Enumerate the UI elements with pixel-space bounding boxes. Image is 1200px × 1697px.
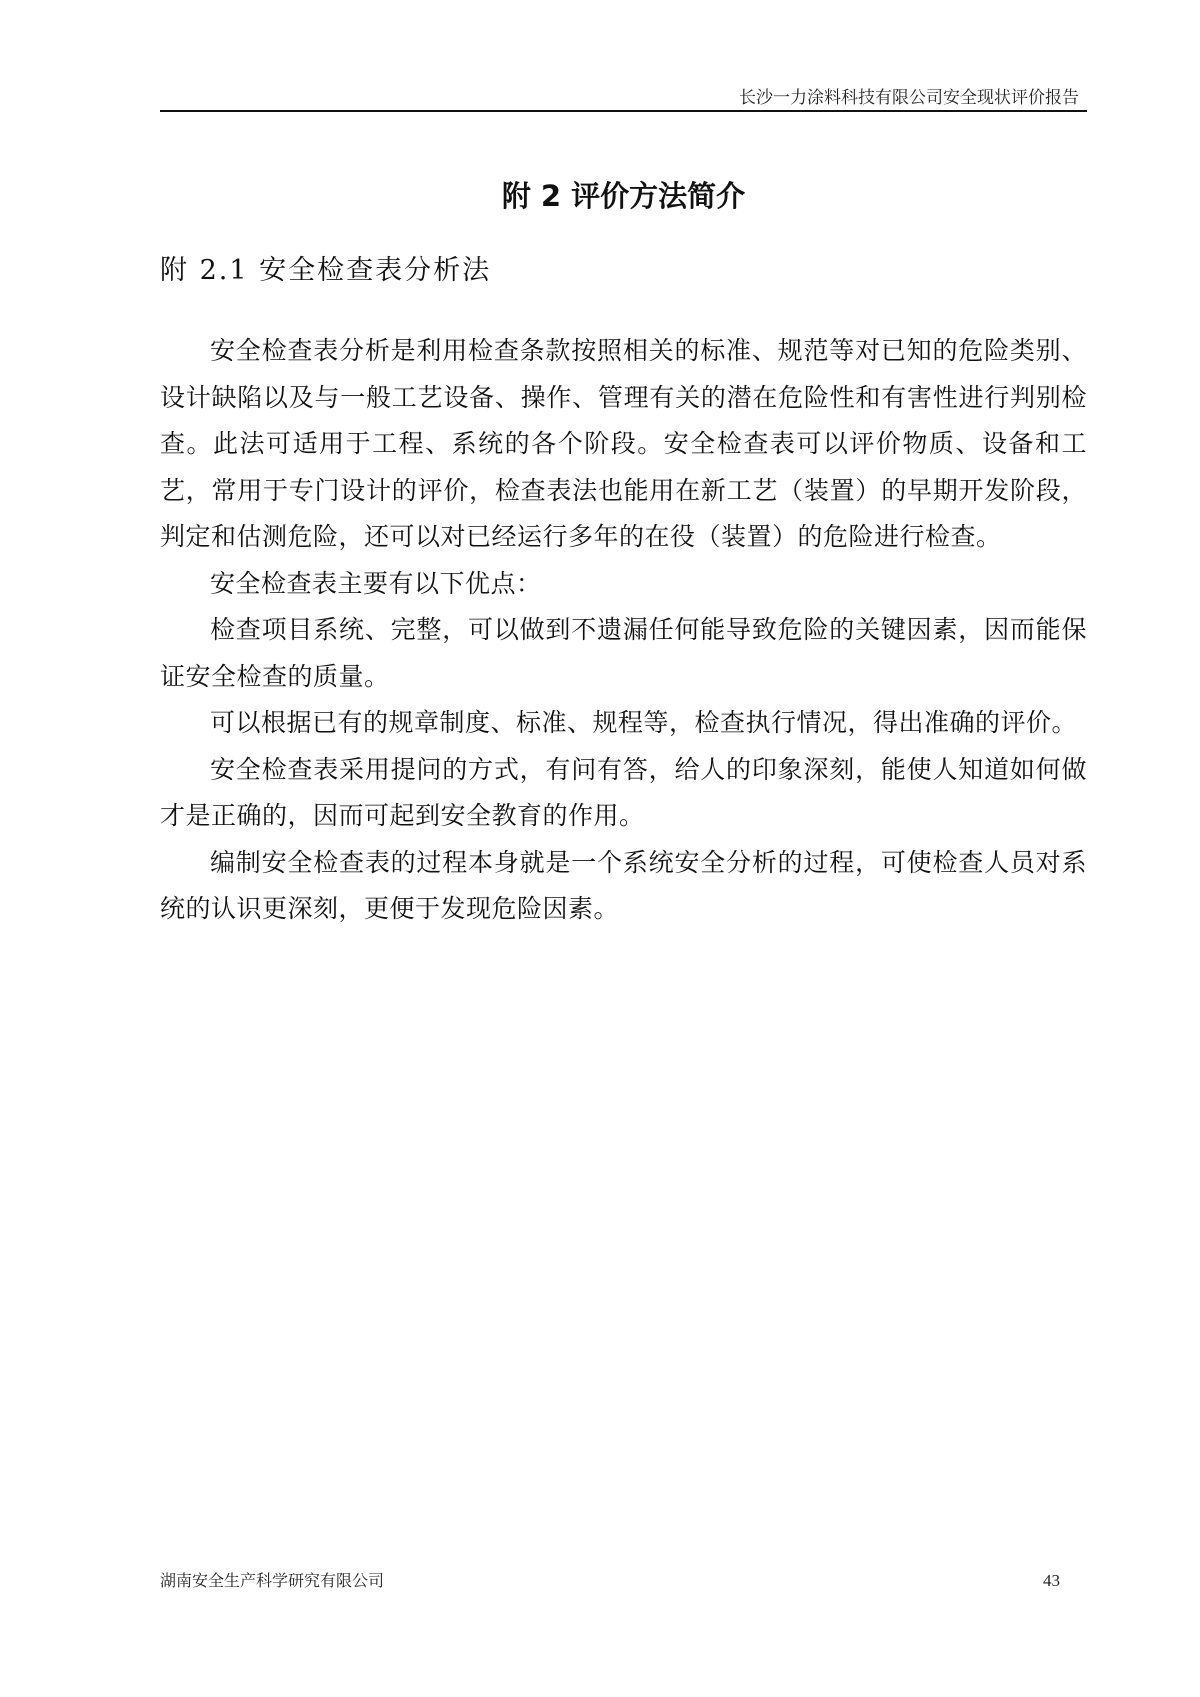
appendix-title: 附 2 评价方法简介 <box>501 179 746 213</box>
paragraph: 安全检查表采用提问的方式，有问有答，给人的印象深刻，能使人知道如何做才是正确的，因而可起到安全教育的作用。 <box>160 754 1087 830</box>
paragraph: 安全检查表分析是利用检查条款按照相关的标准、规范等对已知的危险类别、设计缺陷以及与一般工艺设备、操作、管理有关的潜在危险性和有害性进行判别检查。此法可适用于工程、系统的各个阶段。安全检查表可以评价物质、设备和工艺，常用于专门设计的评价，检查表法也能用在新工艺（装置）的早期开发阶段，判定和估测危险，还可以对已经运行多年的在役（装置）的危险进行检查。 <box>160 336 1087 551</box>
report-title: 长沙一力涂料科技有限公司安全现状评价报告 <box>739 88 1079 108</box>
footer-company: 湖南安全生产科学研究有限公司 <box>160 1571 385 1590</box>
body-text <box>160 328 1087 933</box>
paragraph: 可以根据已有的规章制度、标准、规程等，检查执行情况，得出准确的评价。 <box>210 708 1078 737</box>
running-header <box>160 86 1087 112</box>
page-number: 43 <box>1043 1571 1060 1590</box>
section-title: 附 2.1 安全检查表分析法 <box>160 255 492 286</box>
paragraph: 编制安全检查表的过程本身就是一个系统安全分析的过程，可使检查人员对系统的认识更深刻，更便于发现危险因素。 <box>160 847 1087 923</box>
paragraph: 安全检查表主要有以下优点： <box>210 568 542 598</box>
paragraph: 检查项目系统、完整，可以做到不遗漏任何能导致危险的关键因素，因而能保证安全检查的质量。 <box>160 615 1087 691</box>
